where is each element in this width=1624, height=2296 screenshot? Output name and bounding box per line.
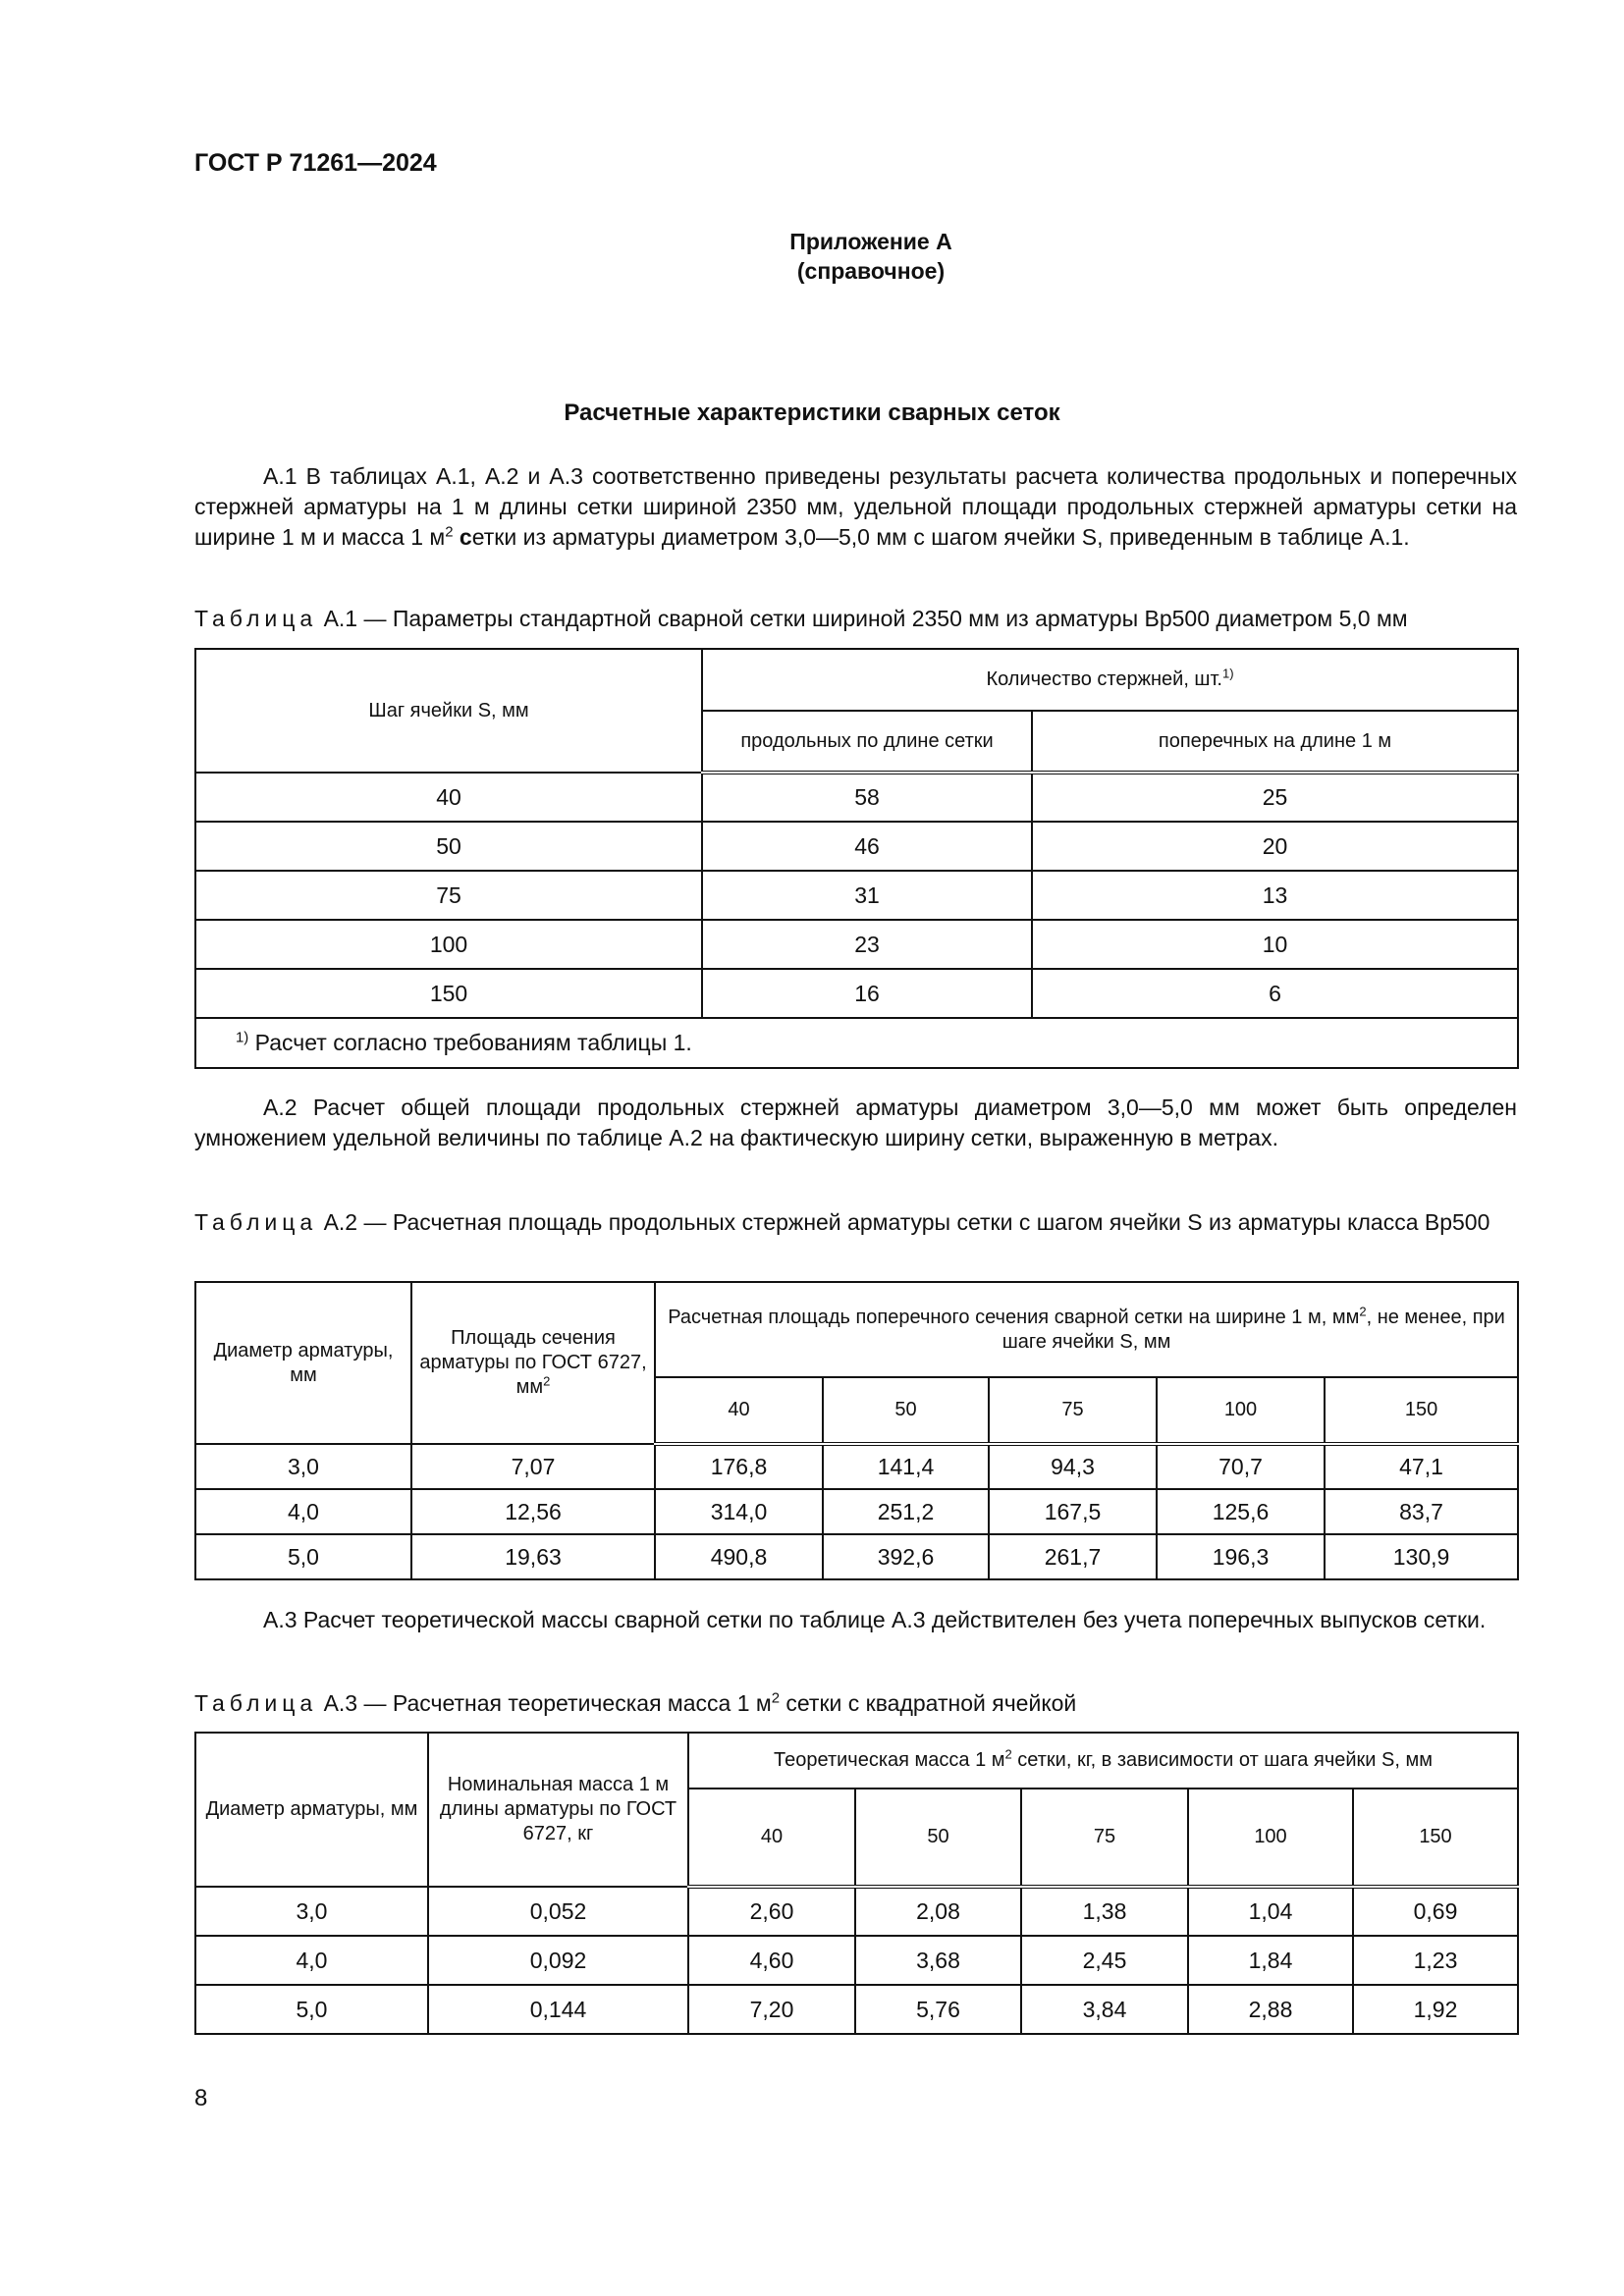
table2-caption: Таблица А.2 — Расчетная площадь продольных стержней арматуры сетки с шагом ячейки S из арматуры класса Вр500 <box>194 1209 1490 1235</box>
table-cell: 58 <box>702 773 1032 822</box>
table-cell: 0,69 <box>1353 1887 1518 1936</box>
document-code: ГОСТ Р 71261—2024 <box>194 149 437 177</box>
table-cell: 3,68 <box>855 1936 1021 1985</box>
table-cell: 16 <box>702 969 1032 1018</box>
table-cell: 23 <box>702 920 1032 969</box>
table-cell: 40 <box>195 773 702 822</box>
table-row <box>195 1534 1518 1579</box>
col-header: Площадь сечения арматуры по ГОСТ 6727, $мм^2$ <box>411 1282 655 1444</box>
table-row <box>195 822 1518 871</box>
table-cell: 4,0 <box>195 1936 428 1985</box>
step-header: 150 <box>1353 1789 1518 1887</box>
table-cell: 7,20 <box>688 1985 855 2034</box>
table-row <box>195 1444 1518 1489</box>
col-header: Диаметр арматуры, мм <box>195 1733 428 1887</box>
table-row <box>195 1936 1518 1985</box>
table1-caption: Таблица А.1 — Параметры стандартной сварной сетки шириной 2350 мм из арматуры Вр500 диаметром 5,0 мм <box>194 606 1408 631</box>
table-cell: 46 <box>702 822 1032 871</box>
step-header: 100 <box>1157 1377 1325 1444</box>
table-cell: 75 <box>195 871 702 920</box>
table-cell: 10 <box>1032 920 1518 969</box>
table-cell: 392,6 <box>823 1534 989 1579</box>
paragraph-a2: А.2 Расчет общей площади продольных стержней арматуры диаметром 3,0—5,0 мм может быть определен умножением удельной величины по таблице А.2 на фактическую ширину сетки, выраженную в метрах. <box>194 1095 1517 1150</box>
col-header: Шаг ячейки S, мм <box>195 649 702 773</box>
table-cell: 2,08 <box>855 1887 1021 1936</box>
group-header: Количество стержней, шт.$^{1)}$ <box>702 649 1518 711</box>
table-cell: 167,5 <box>989 1489 1157 1534</box>
section-title: Расчетные характеристики сварных сеток <box>564 400 1060 426</box>
group-header: Расчетная площадь поперечного сечения сварной сетки на ширине 1 м, $мм^2$, не менее, при шаге ячейки S, мм <box>655 1282 1518 1377</box>
col-header: Номинальная масса 1 м длины арматуры по ГОСТ 6727, кг <box>428 1733 688 1887</box>
table-cell: 490,8 <box>655 1534 823 1579</box>
table-cell: 2,88 <box>1188 1985 1353 2034</box>
appendix-title: Приложение А <box>789 229 952 254</box>
table3-caption: Таблица А.3 — Расчетная теоретическая масса 1 $м^2$ сетки с квадратной ячейкой <box>194 1689 1077 1716</box>
table-cell: 13 <box>1032 871 1518 920</box>
table-cell: 83,7 <box>1325 1489 1518 1534</box>
table-cell: 2,60 <box>688 1887 855 1936</box>
table-row <box>195 1887 1518 1936</box>
step-header: 50 <box>855 1789 1021 1887</box>
table-cell: 6 <box>1032 969 1518 1018</box>
col-header: продольных по длине сетки <box>702 711 1032 773</box>
table-cell: 2,45 <box>1021 1936 1188 1985</box>
step-header: 75 <box>1021 1789 1188 1887</box>
table-cell: 20 <box>1032 822 1518 871</box>
table-cell: 1,92 <box>1353 1985 1518 2034</box>
step-header: 100 <box>1188 1789 1353 1887</box>
table-cell: 1,38 <box>1021 1887 1188 1936</box>
table-cell: 47,1 <box>1325 1444 1518 1489</box>
table-row <box>195 871 1518 920</box>
table-cell: 0,052 <box>428 1887 688 1936</box>
table-cell: 141,4 <box>823 1444 989 1489</box>
table-cell: 261,7 <box>989 1534 1157 1579</box>
page-number: 8 <box>194 2085 208 2111</box>
table-row <box>195 920 1518 969</box>
table-cell: 125,6 <box>1157 1489 1325 1534</box>
table-cell: 251,2 <box>823 1489 989 1534</box>
table-cell: 3,0 <box>195 1887 428 1936</box>
table-cell: 1,23 <box>1353 1936 1518 1985</box>
table-a2 <box>194 1281 1519 1580</box>
table-cell: 3,0 <box>195 1444 411 1489</box>
table-cell: 12,56 <box>411 1489 655 1534</box>
table-cell: 1,84 <box>1188 1936 1353 1985</box>
table-a3 <box>194 1732 1519 2035</box>
col-header: Диаметр арматуры, мм <box>195 1282 411 1444</box>
col-header: поперечных на длине 1 м <box>1032 711 1518 773</box>
step-header: 50 <box>823 1377 989 1444</box>
table-cell: 50 <box>195 822 702 871</box>
step-header: 40 <box>655 1377 823 1444</box>
table-cell: 94,3 <box>989 1444 1157 1489</box>
table-a1 <box>194 648 1519 1069</box>
table-row <box>195 969 1518 1018</box>
paragraph-a3: А.3 Расчет теоретической массы сварной сетки по таблице А.3 действителен без учета поперечных выпусков сетки. <box>263 1607 1487 1632</box>
table-cell: 70,7 <box>1157 1444 1325 1489</box>
table-cell: 7,07 <box>411 1444 655 1489</box>
table-row <box>195 1489 1518 1534</box>
table-cell: 31 <box>702 871 1032 920</box>
table-cell: 25 <box>1032 773 1518 822</box>
table-cell: 176,8 <box>655 1444 823 1489</box>
table-cell: 4,60 <box>688 1936 855 1985</box>
table-cell: 5,0 <box>195 1985 428 2034</box>
table-cell: 1,04 <box>1188 1887 1353 1936</box>
table-row <box>195 1985 1518 2034</box>
table-cell: 4,0 <box>195 1489 411 1534</box>
paragraph-a1: А.1 В таблицах А.1, А.2 и А.3 соответственно приведены результаты расчета количества продольных и поперечных стержней арматуры на 1 м длины сетки шириной 2350 мм, удельной площади продольных стержней арматуры сетки на ширине 1 м и масса 1 $м^2$ сетки из арматуры диаметром 3,0—5,0 мм с шагом ячейки S, приведенным в таблице А.1. <box>194 463 1517 550</box>
table-row <box>195 773 1518 822</box>
step-header: 150 <box>1325 1377 1518 1444</box>
group-header: Теоретическая масса 1 $м^2$ сетки, кг, в зависимости от шага ячейки S, мм <box>688 1733 1518 1789</box>
step-header: 40 <box>688 1789 855 1887</box>
table-cell: 130,9 <box>1325 1534 1518 1579</box>
table-cell: 196,3 <box>1157 1534 1325 1579</box>
table-cell: 19,63 <box>411 1534 655 1579</box>
table-cell: 0,092 <box>428 1936 688 1985</box>
step-header: 75 <box>989 1377 1157 1444</box>
table-cell: 5,0 <box>195 1534 411 1579</box>
appendix-subtitle: (справочное) <box>796 258 946 284</box>
table-cell: 5,76 <box>855 1985 1021 2034</box>
table-footnote: $^{1)}$ Расчет согласно требованиям таблицы 1. <box>195 1018 1518 1068</box>
table-cell: 314,0 <box>655 1489 823 1534</box>
table-cell: 150 <box>195 969 702 1018</box>
table-cell: 0,144 <box>428 1985 688 2034</box>
table-cell: 3,84 <box>1021 1985 1188 2034</box>
table-cell: 100 <box>195 920 702 969</box>
